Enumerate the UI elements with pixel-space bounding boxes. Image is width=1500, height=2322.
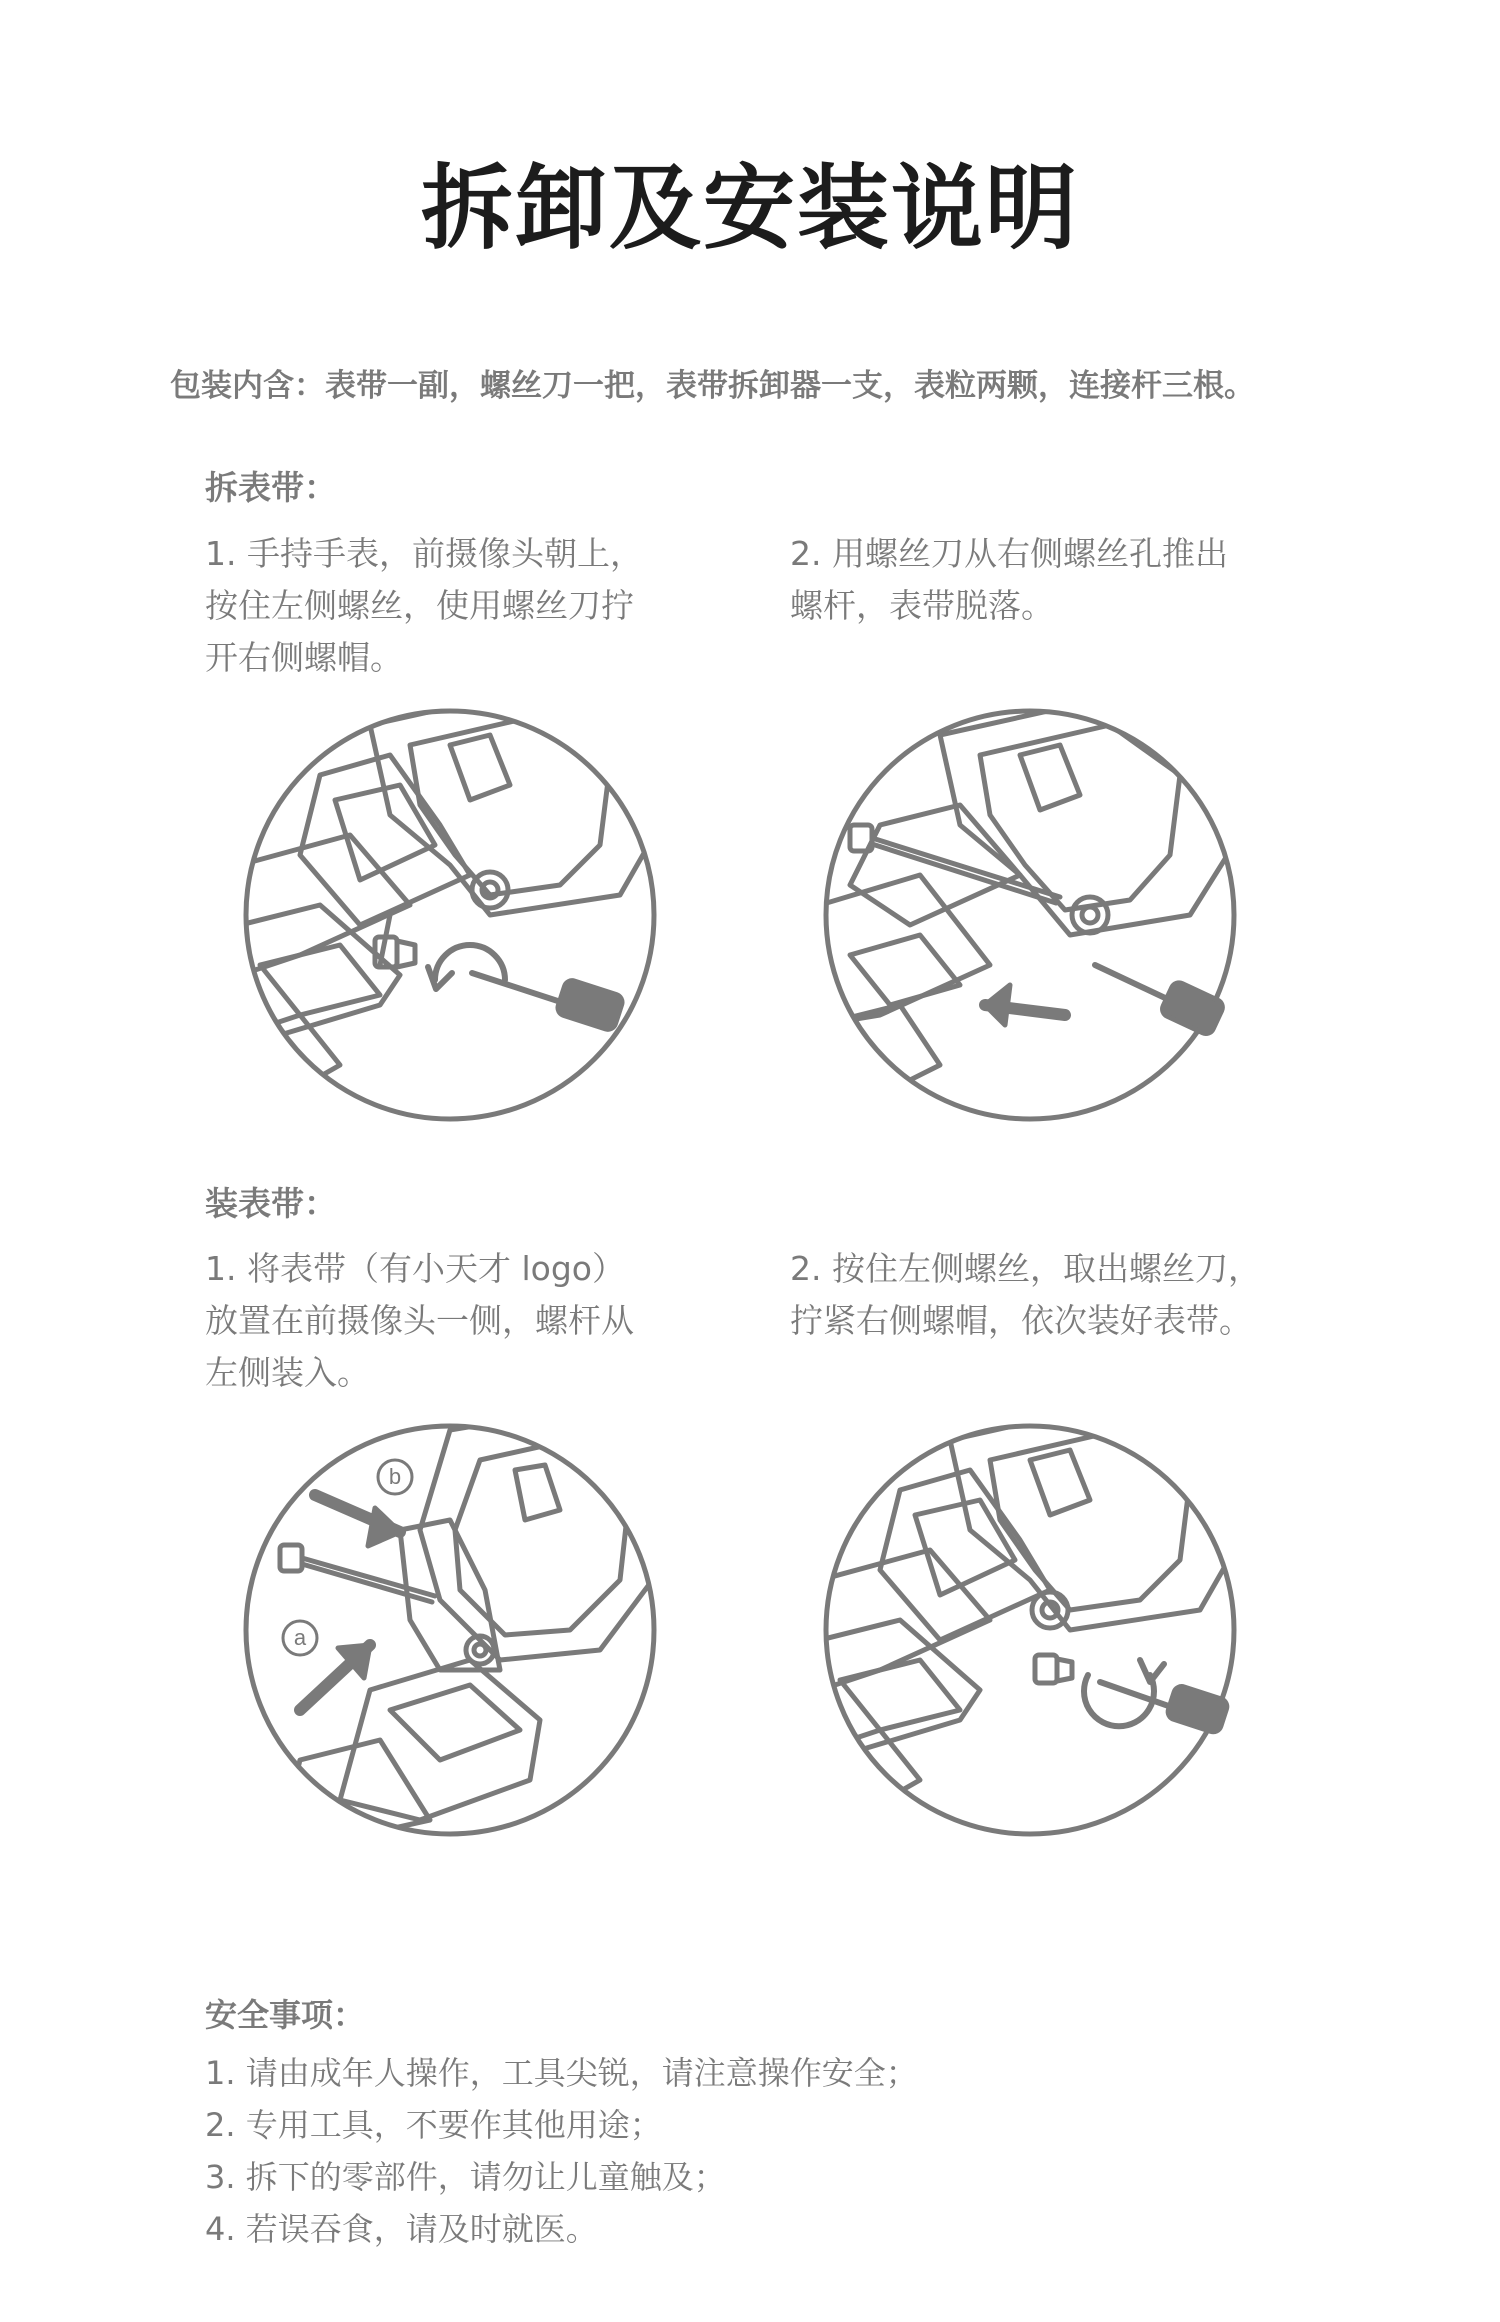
package-contents: 包装内含：表带一副，螺丝刀一把，表带拆卸器一支，表粒两颗，连接杆三根。	[170, 368, 1255, 404]
install-step-1	[205, 1243, 634, 1399]
install-step-2	[790, 1243, 1261, 1347]
install-step-1-line-3: 左侧装入。	[205, 1353, 370, 1392]
install-step-2-diagram	[820, 1420, 1240, 1840]
remove-step-1-line-2: 按住左侧螺丝，使用螺丝刀拧	[205, 586, 634, 625]
install-heading: 装表带：	[205, 1184, 337, 1223]
safety-heading: 安全事项：	[205, 1996, 366, 2034]
install-step-2-line-1: 2. 按住左侧螺丝，取出螺丝刀，	[790, 1249, 1261, 1288]
label-a: a	[293, 1625, 307, 1650]
safety-item-3: 3. 拆下的零部件，请勿让儿童触及；	[205, 2158, 726, 2196]
install-step-1-line-2: 放置在前摄像头一侧，螺杆从	[205, 1301, 634, 1340]
install-step-2-line-2: 拧紧右侧螺帽，依次装好表带。	[790, 1301, 1252, 1340]
safety-item-4: 4. 若误吞食，请及时就医。	[205, 2210, 598, 2248]
safety-item-1: 1. 请由成年人操作，工具尖锐，请注意操作安全；	[205, 2054, 918, 2092]
remove-step-1	[205, 528, 643, 684]
remove-heading: 拆表带：	[205, 468, 337, 507]
label-b: b	[388, 1464, 402, 1489]
remove-step-1-line-1: 1. 手持手表，前摄像头朝上，	[205, 534, 643, 573]
install-step-1-line-1: 1. 将表带（有小天才 logo）	[205, 1249, 625, 1288]
remove-step-2-diagram	[820, 705, 1240, 1125]
safety-item-2: 2. 专用工具，不要作其他用途；	[205, 2106, 662, 2144]
remove-step-2-line-1: 2. 用螺丝刀从右侧螺丝孔推出	[790, 534, 1228, 573]
remove-step-2-line-2: 螺杆，表带脱落。	[790, 586, 1054, 625]
page-title: 拆卸及安装说明	[420, 155, 1079, 262]
remove-step-1-diagram	[240, 705, 660, 1125]
install-step-1-diagram	[240, 1420, 660, 1840]
remove-step-1-line-3: 开右侧螺帽。	[205, 638, 403, 677]
remove-step-2	[790, 528, 1228, 632]
